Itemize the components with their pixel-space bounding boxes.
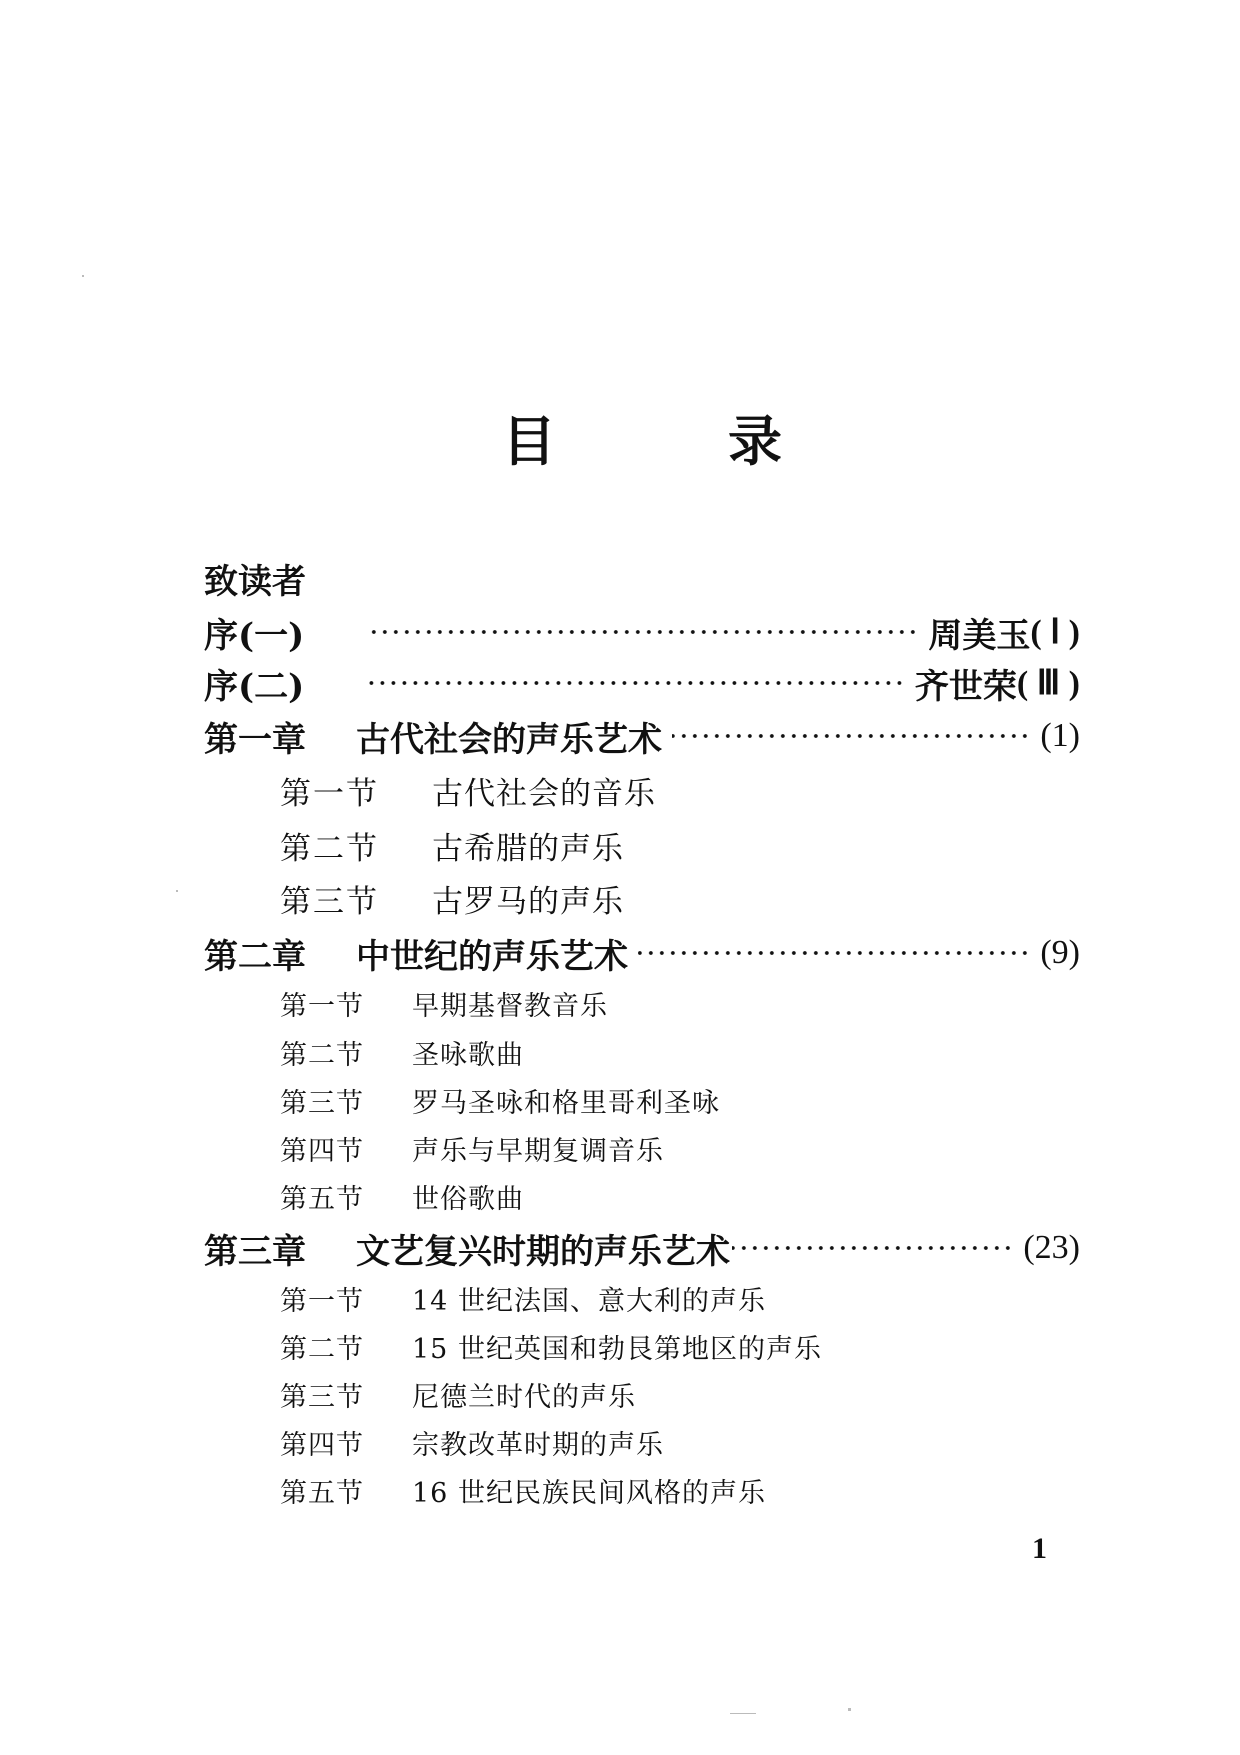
scan-speck [730,1713,756,1714]
chapter-page: (23) [1023,1229,1080,1266]
toc-section[interactable] [280,1472,766,1508]
section-title: 早期基督教音乐 [412,990,608,1022]
toc-entry-to-readers[interactable] [204,556,1080,600]
section-number: 第一节 [280,775,379,812]
toc-section[interactable] [280,1280,766,1316]
section-number: 第二节 [280,1039,364,1071]
section-title: 古罗马的声乐 [432,883,624,920]
dot-leader [638,948,1030,958]
title-char-2: 录 [728,410,782,473]
toc-section[interactable] [280,1328,822,1364]
section-number: 第一节 [280,1285,364,1317]
dot-leader [732,1243,1013,1253]
section-title: 世俗歌曲 [412,1183,524,1215]
chapter-title: 文艺复兴时期的声乐艺术 [356,1231,730,1272]
chapter-number: 第一章 [204,719,306,760]
scan-speck [82,275,84,277]
entry-label: 序(一) [204,615,305,656]
section-title: 15 世纪英国和勃艮第地区的声乐 [412,1333,822,1365]
toc-section[interactable] [280,1082,720,1118]
toc-entry-preface-1[interactable] [204,610,1080,654]
toc-section[interactable] [280,878,624,918]
dot-leader [672,731,1030,741]
entry-page: ( Ⅲ ) [1016,665,1080,702]
entry-label: 序(二) [204,666,305,707]
chapter-number: 第三章 [204,1231,306,1272]
section-number: 第五节 [280,1183,364,1215]
entry-page: ( Ⅰ ) [1030,614,1080,651]
toc-chapter-2[interactable] [204,931,1080,975]
toc-section[interactable] [280,770,656,810]
toc-chapter-3[interactable] [204,1226,1080,1270]
section-title: 16 世纪民族民间风格的声乐 [412,1477,766,1509]
toc-section[interactable] [280,825,624,865]
chapter-title: 古代社会的声乐艺术 [356,719,662,760]
scan-speck [848,1708,851,1711]
chapter-page: (9) [1040,934,1080,971]
section-number: 第二节 [280,830,379,867]
section-number: 第四节 [280,1135,364,1167]
section-number: 第三节 [280,1381,364,1413]
section-title: 宗教改革时期的声乐 [412,1429,664,1461]
entry-label: 致读者 [204,561,306,602]
section-title: 罗马圣咏和格里哥利圣咏 [412,1087,720,1119]
section-number: 第二节 [280,1333,364,1365]
title-char-1: 目 [502,410,556,473]
section-number: 第三节 [280,883,379,920]
section-number: 第五节 [280,1477,364,1509]
toc-section[interactable] [280,1178,524,1214]
toc-chapter-1[interactable] [204,714,1080,758]
page-number: 1 [1032,1532,1047,1565]
toc-section[interactable] [280,1034,524,1070]
section-title: 14 世纪法国、意大利的声乐 [412,1285,766,1317]
chapter-number: 第二章 [204,936,306,977]
section-number: 第三节 [280,1087,364,1119]
section-number: 第四节 [280,1429,364,1461]
section-title: 古希腊的声乐 [432,830,624,867]
toc-section[interactable] [280,1424,664,1460]
section-title: 尼德兰时代的声乐 [412,1381,636,1413]
dot-leader [366,627,918,637]
toc-entry-preface-2[interactable] [204,661,1080,705]
entry-author: 周美玉 [928,615,1031,656]
section-title: 圣咏歌曲 [412,1039,524,1071]
section-title: 声乐与早期复调音乐 [412,1135,664,1167]
entry-author: 齐世荣 [914,666,1017,707]
scan-speck [176,890,178,892]
toc-section[interactable] [280,985,608,1021]
toc-section[interactable] [280,1376,636,1412]
dot-leader [366,678,905,688]
chapter-title: 中世纪的声乐艺术 [356,936,628,977]
toc-section[interactable] [280,1130,664,1166]
page-title [0,412,1240,472]
section-title: 古代社会的音乐 [432,775,656,812]
chapter-page: (1) [1040,717,1080,754]
section-number: 第一节 [280,990,364,1022]
